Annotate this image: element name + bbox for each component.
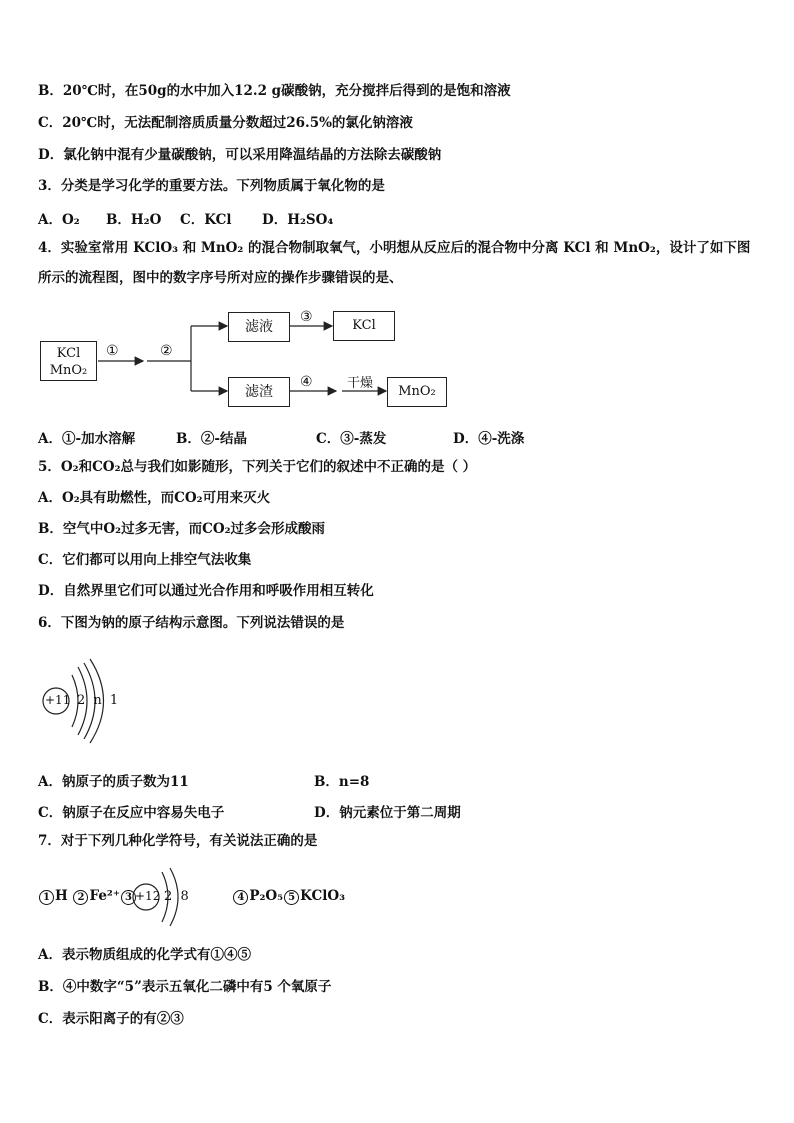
dry-label: 干燥 [347,376,374,391]
q4-option-c: C．③-蒸发 [316,431,387,447]
circled-number-2: 2 [73,890,88,905]
q2-option-d: D．氯化钠中混有少量碳酸钠，可以采用降温结晶的方法除去碳酸钠 [38,147,442,163]
circled-number-3: 3 [121,890,136,905]
q4-stem-line2: 所示的流程图，图中的数字序号所对应的操作步骤错误的是、 [38,270,403,286]
mno2-box: MnO₂ [387,377,447,407]
q7-stem: 7．对于下列几种化学符号，有关说法正确的是 [38,833,318,849]
q4-option-a: A．①-加水溶解 [38,431,136,447]
q7-option-b: B．④中数字“5”表示五氧化二磷中有5 个氧原子 [38,979,332,995]
circled-number-1: 1 [39,890,54,905]
q4-option-d: D．④-洗涤 [453,431,525,447]
q4-option-b: B．②-结晶 [176,431,248,447]
q2-option-c: C．20℃时，无法配制溶质质量分数超过26.5%的氯化钠溶液 [38,115,413,131]
step-1-label: ① [106,343,119,359]
q5-option-c: C．它们都可以用向上排空气法收集 [38,552,252,568]
symbol-kclo3: KClO₃ [300,888,346,904]
step-3-label: ③ [300,309,313,325]
q7-option-c: C．表示阳离子的有②③ [38,1011,184,1027]
circled-number-5: 5 [284,890,299,905]
magnesium-electrons: 2 8 [164,889,189,904]
q6-option-a: A．钠原子的质子数为11 [38,774,189,790]
q2-option-b: B．20℃时，在50g的水中加入12.2 g碳酸钠，充分搅拌后得到的是饱和溶液 [38,83,511,99]
step-4-label: ④ [300,374,313,390]
q6-option-c: C．钠原子在反应中容易失电子 [38,805,225,821]
q6-option-d: D．钠元素位于第二周期 [314,805,461,821]
sodium-electrons: 2 n 1 [77,693,119,708]
symbol-p2o5: P₂O₅ [249,888,284,904]
start-kcl: KCl [56,346,81,361]
q5-stem: 5．O₂和CO₂总与我们如影随形，下列关于它们的叙述中不正确的是（ ） [38,459,477,475]
kcl-box: KCl [333,311,395,341]
q3-stem: 3．分类是学习化学的重要方法。下列物质属于氧化物的是 [38,178,385,194]
q3-option-b: B．H₂O [106,212,162,228]
sodium-nucleus: +11 [45,693,71,707]
circled-number-4: 4 [233,890,248,905]
filtrate-box: 滤液 [228,312,290,342]
q5-option-a: A．O₂具有助燃性，而CO₂可用来灭火 [38,490,271,506]
q5-option-d: D．自然界里它们可以通过光合作用和呼吸作用相互转化 [38,583,374,599]
q5-option-b: B．空气中O₂过多无害，而CO₂过多会形成酸雨 [38,521,325,537]
start-mno2: MnO₂ [49,363,88,378]
residue-box: 滤渣 [228,377,290,407]
q3-option-a: A．O₂ [38,212,80,228]
q6-stem: 6．下图为钠的原子结构示意图。下列说法错误的是 [38,615,345,631]
symbol-h: H [55,888,68,904]
q7-option-a: A．表示物质组成的化学式有①④⑤ [38,947,251,963]
q3-option-c: C．KCl [180,212,232,228]
symbol-fe-ion: Fe²⁺ [89,888,120,904]
magnesium-nucleus: +12 [135,889,161,903]
q6-option-b: B．n=8 [314,774,370,790]
q3-option-d: D．H₂SO₄ [262,212,334,228]
q4-stem-line1: 4．实验室常用 KClO₃ 和 MnO₂ 的混合物制取氧气，小明想从反应后的混合物中分离 KCl 和 MnO₂，设计了如下图 [38,240,751,256]
step-2-label: ② [160,343,173,359]
